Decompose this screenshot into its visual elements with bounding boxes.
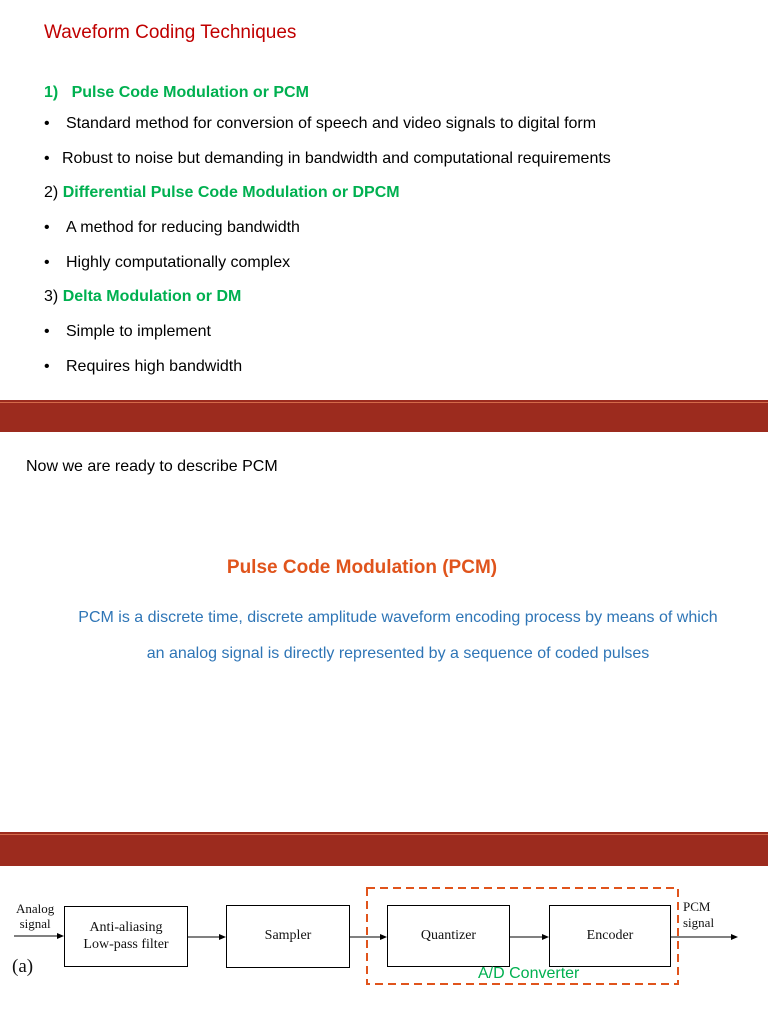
- pcm-definition-line2: an analog signal is directly represented by a sequence of coded pulses: [146, 645, 650, 662]
- filter-line1: Anti-aliasing: [89, 920, 163, 936]
- ad-converter-label: A/D Converter: [478, 965, 580, 982]
- encoder-block: [549, 905, 671, 967]
- intro-text: Now we are ready to describe PCM: [26, 458, 278, 475]
- bullet-text: Simple to implement: [66, 323, 211, 340]
- encoder-label: Encoder: [586, 927, 634, 943]
- section-number: 1): [44, 84, 59, 101]
- bullet-item: [44, 254, 290, 272]
- quantizer-label: Quantizer: [420, 927, 477, 943]
- filter-line2: Low-pass filter: [83, 936, 169, 952]
- bullet-item: [44, 150, 611, 168]
- arrowhead-icon: [380, 934, 387, 940]
- sampler-block: [226, 905, 350, 968]
- pcm-label-line2: signal: [683, 915, 715, 930]
- sampler-label: Sampler: [264, 928, 312, 944]
- slide-title: Waveform Coding Techniques: [44, 22, 297, 43]
- section-heading-text: Delta Modulation or DM: [62, 288, 242, 305]
- section-heading-text: Differential Pulse Code Modulation or DPCM: [62, 184, 400, 201]
- bullet-item: [44, 219, 300, 237]
- slide-divider: [0, 400, 768, 432]
- arrowhead-icon: [57, 933, 64, 939]
- bullet-text: Highly computationally complex: [66, 254, 291, 271]
- anti-aliasing-filter-block: [64, 906, 188, 967]
- bullet-icon: •: [44, 150, 50, 167]
- section-heading-dm: [44, 288, 241, 306]
- bullet-text: Robust to noise but demanding in bandwidth and computational requirements: [62, 150, 611, 167]
- analog-label-line1: Analog: [16, 901, 55, 916]
- slide-divider: [0, 832, 768, 866]
- arrowhead-icon: [542, 934, 549, 940]
- section-heading-pcm: [44, 84, 309, 102]
- bullet-icon: •: [44, 219, 50, 236]
- bullet-text: Standard method for conversion of speech and video signals to digital form: [66, 115, 597, 132]
- pcm-label-line1: PCM: [683, 899, 711, 914]
- analog-label-line2: signal: [19, 916, 51, 931]
- section-number: 2): [44, 184, 59, 201]
- section-heading-dpcm: [44, 184, 400, 202]
- bullet-item: [44, 358, 242, 376]
- arrowhead-icon: [731, 934, 738, 940]
- section-heading-text: Pulse Code Modulation or PCM: [71, 84, 309, 101]
- section-number: 3): [44, 288, 59, 305]
- bullet-icon: •: [44, 254, 50, 271]
- bullet-icon: •: [44, 115, 50, 132]
- bullet-icon: •: [44, 358, 50, 375]
- pcm-definition-line1: PCM is a discrete time, discrete amplitude waveform encoding process by means of which: [78, 609, 718, 626]
- pcm-title: Pulse Code Modulation (PCM): [226, 557, 498, 578]
- pcm-signal-label: [683, 899, 714, 931]
- arrowhead-icon: [219, 934, 226, 940]
- bullet-icon: •: [44, 323, 50, 340]
- bullet-text: A method for reducing bandwidth: [66, 219, 300, 236]
- quantizer-block: [387, 905, 510, 967]
- part-label: (a): [12, 956, 34, 977]
- bullet-item: [44, 323, 211, 341]
- bullet-item: [44, 115, 596, 133]
- bullet-text: Requires high bandwidth: [66, 358, 243, 375]
